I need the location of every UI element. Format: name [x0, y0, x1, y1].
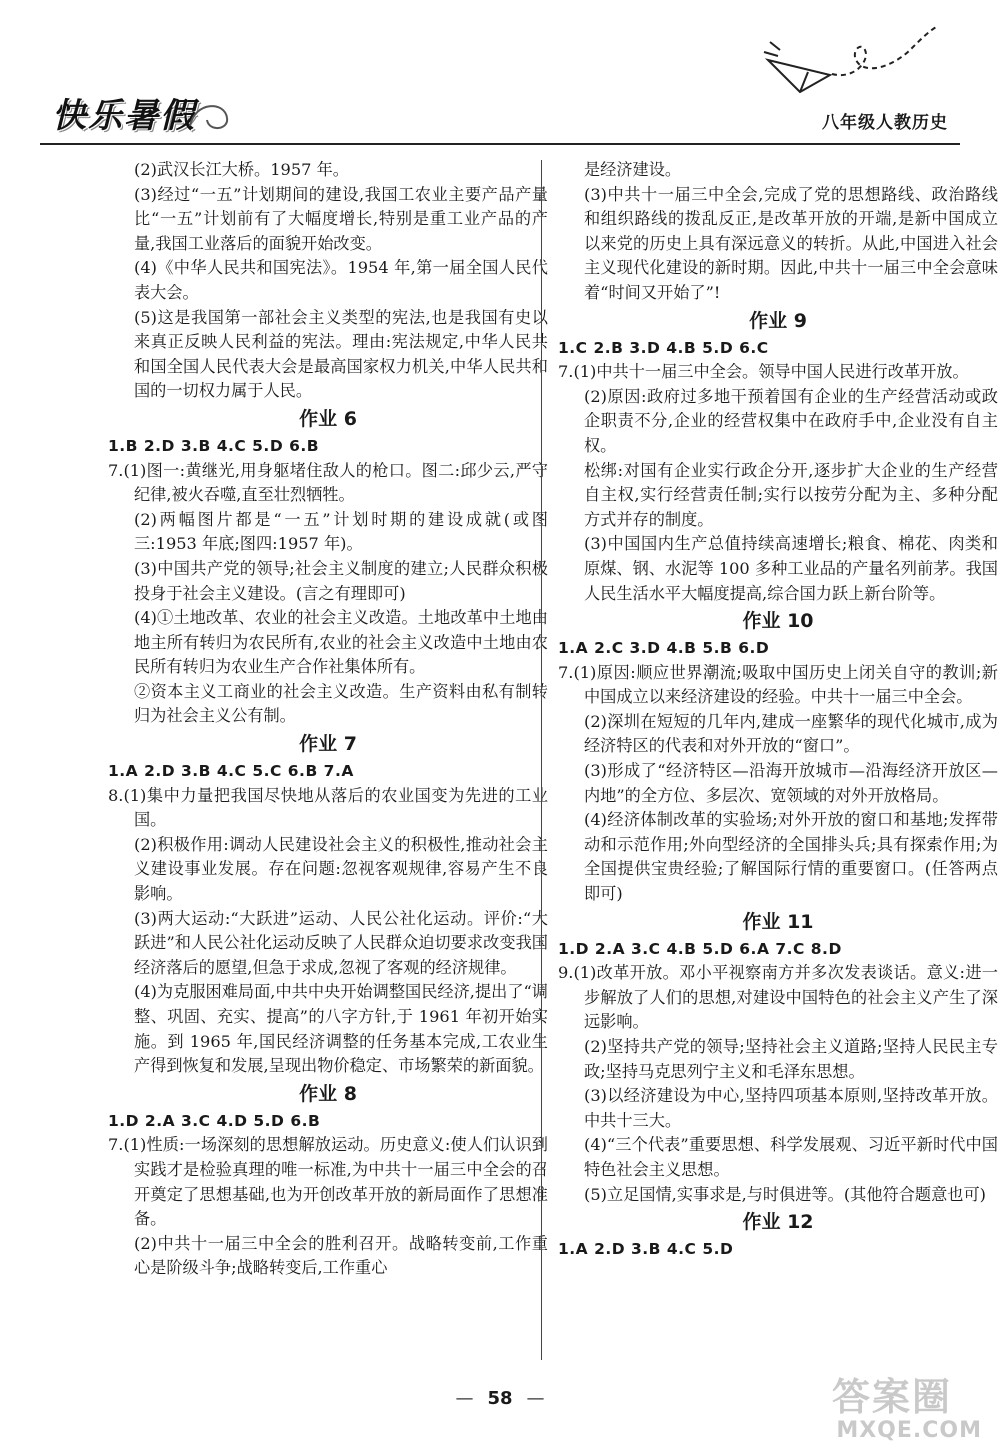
- answer-paragraph: 松绑:对国有企业实行政企分开,逐步扩大企业的生产经营自主权,实行经营责任制;实行以按劳分配为主、多种分配方式并存的制度。: [584, 460, 998, 529]
- answer-paragraph: (4)经济体制改革的实验场;对外开放的窗口和基地;发挥带动和示范作用;外向型经济的全国排头兵;具有探索作用;为全国提供宝贵经验;了解国际行情的重要窗口。(任答两点即可): [584, 810, 998, 904]
- answer-paragraph: 8.(1)集中力量把我国尽快地从落后的农业国变为先进的工业国。: [108, 785, 548, 830]
- answer-paragraph: (2)中共十一届三中全会的胜利召开。战略转变前,工作重心是阶级斗争;战略转变后,工作重心: [134, 1233, 548, 1278]
- answer-paragraph: (4)《中华人民共和国宪法》。1954 年,第一届全国人民代表大会。: [134, 258, 548, 302]
- answer-paragraph: 7.(1)图一:黄继光,用身躯堵住敌人的枪口。图二:邱少云,严守纪律,被火吞噬,直至壮烈牺牲。: [108, 460, 548, 505]
- answer-paragraph: (4)①土地改革、农业的社会主义改造。土地改革中土地由地主所有转归为农民所有,农业的社会主义改造中土地由农民所有转归为农业生产合作社集体所有。: [134, 608, 548, 677]
- answer-paragraph: (2)原因:政府过多地干预着国有企业的生产经营活动或政企职责不分,企业的经营权集中在政府手中,企业没有自主权。: [584, 386, 998, 455]
- answer-paragraph: (3)中共十一届三中全会,完成了党的思想路线、政治路线和组织路线的拨乱反正,是改革开放的开端,是新中国成立以来党的历史上具有深远意义的转折。从此,中国进入社会主义现代化建设的新时期。因此,中共十一届三中全会意味着“时间又开始了”!: [584, 184, 998, 302]
- answer-paragraph: ②资本主义工商业的社会主义改造。生产资料由私有制转归为社会主义公有制。: [134, 681, 548, 726]
- section-heading: 作业 7: [299, 733, 357, 756]
- header-rule: [40, 143, 960, 145]
- section-heading: 作业 11: [742, 910, 814, 933]
- choice-answers: 1.A 2.D 3.B 4.C 5.C 6.B 7.A: [108, 762, 354, 781]
- section-heading: 作业 12: [742, 1211, 814, 1234]
- answer-paragraph: (3)中国共产党的领导;社会主义制度的建立;人民群众积极投身于社会主义建设。(言之有理即可): [134, 558, 548, 603]
- answer-paragraph: (3)中国国内生产总值持续高速增长;粮食、棉花、肉类和原煤、钢、水泥等 100 多种工业品的产量名列前茅。我国人民生活水平大幅度提高,综合国力跃上新台阶等。: [584, 534, 998, 603]
- subject-label: 八年级人教历史: [822, 113, 948, 133]
- choice-answers: 1.D 2.A 3.C 4.D 5.D 6.B: [108, 1111, 321, 1130]
- answer-paragraph: (4)“三个代表”重要思想、科学发展观、习近平新时代中国特色社会主义思想。: [584, 1135, 998, 1179]
- page-number-dash: —: [455, 1388, 474, 1409]
- page-number-dash: —: [526, 1388, 545, 1409]
- brand-logo: 快乐暑假: [52, 96, 196, 136]
- left-column: [108, 158, 548, 1281]
- answer-paragraph: (2)积极作用:调动人民建设社会主义的积极性,推动社会主义建设事业发展。存在问题:忽视客观规律,容易产生不良影响。: [134, 834, 548, 904]
- answer-paragraph: 7.(1)原因:顺应世界潮流;吸取中国历史上闭关自守的教训;新中国成立以来经济建设的经验。中共十一届三中全会。: [558, 662, 998, 707]
- section-heading: 作业 9: [749, 309, 807, 332]
- choice-answers: 1.D 2.A 3.C 4.B 5.D 6.A 7.C 8.D: [558, 939, 842, 958]
- answer-paragraph: 9.(1)改革开放。邓小平视察南方并多次发表谈话。意义:进一步解放了人们的思想,对建设中国特色的社会主义产生了深远影响。: [558, 963, 998, 1032]
- paper-plane-icon: [760, 20, 950, 110]
- answer-paragraph: 7.(1)性质:一场深刻的思想解放运动。历史意义:使人们认识到实践才是检验真理的唯一标准,为中共十一届三中全会的召开奠定了思想基础,也为开创改革开放的新局面作了思想准备。: [108, 1135, 548, 1229]
- watermark-logo: [832, 1375, 982, 1453]
- answer-paragraph: (4)为克服困难局面,中共中央开始调整国民经济,提出了“调整、巩固、充实、提高”的八字方针,于 1961 年初开始实施。到 1965 年,国民经济调整的任务基本完成,工农业生产得到恢复和发展,呈现出物价稳定、市场繁荣的新面貌。: [134, 982, 548, 1076]
- page-number-value: 58: [487, 1388, 513, 1409]
- section-heading: 作业 8: [299, 1082, 357, 1105]
- watermark-bottom: MXQE.COM: [836, 1418, 982, 1443]
- column-divider: [541, 160, 542, 1360]
- swirl-icon: [185, 96, 235, 136]
- answer-paragraph: (3)形成了“经济特区—沿海开放城市—沿海经济开放区—内地”的全方位、多层次、宽领域的对外开放格局。: [584, 761, 998, 805]
- answer-paragraph: (5)这是我国第一部社会主义类型的宪法,也是我国有史以来真正反映人民利益的宪法。理由:宪法规定,中华人民共和国全国人民代表大会是最高国家权力机关,中华人民共和国的一切权力属于人民。: [134, 307, 548, 401]
- page-header: [0, 0, 1000, 150]
- answer-paragraph: (5)立足国情,实事求是,与时俱进等。(其他符合题意也可): [584, 1184, 986, 1204]
- answer-paragraph: 7.(1)中共十一届三中全会。领导中国人民进行改革开放。: [558, 362, 969, 382]
- choice-answers: 1.B 2.D 3.B 4.C 5.D 6.B: [108, 436, 320, 455]
- answer-paragraph: (2)深圳在短短的几年内,建成一座繁华的现代化城市,成为经济特区的代表和对外开放的“窗口”。: [584, 711, 998, 756]
- answer-paragraph: (2)武汉长江大桥。1957 年。: [134, 160, 349, 179]
- answer-paragraph: (3)经过“一五”计划期间的建设,我国工农业主要产品产量比“一五”计划前有了大幅度增长,特别是重工业产品的产量,我国工业落后的面貌开始改变。: [134, 184, 548, 253]
- section-heading: 作业 6: [299, 407, 357, 430]
- answer-paragraph: (3)以经济建设为中心,坚持四项基本原则,坚持改革开放。中共十三大。: [584, 1086, 998, 1130]
- answer-paragraph: 是经济建设。: [584, 160, 682, 179]
- answer-paragraph: (2)坚持共产党的领导;坚持社会主义道路;坚持人民民主专政;坚持马克思列宁主义和毛泽东思想。: [584, 1037, 998, 1081]
- section-heading: 作业 10: [742, 610, 814, 633]
- answer-paragraph: (2)两幅图片都是“一五”计划时期的建设成就(或图三:1953 年底;图四:1957 年)。: [134, 509, 548, 554]
- watermark-top: 答案圈: [832, 1375, 953, 1419]
- answer-paragraph: (3)两大运动:“大跃进”运动、人民公社化运动。评价:“大跃进”和人民公社化运动反映了人民群众迫切要求改变我国经济落后的愿望,但急于求成,忽视了客观的经济规律。: [134, 908, 548, 977]
- choice-answers: 1.A 2.C 3.D 4.B 5.B 6.D: [558, 639, 770, 658]
- right-column: [558, 158, 998, 1262]
- choice-answers: 1.C 2.B 3.D 4.B 5.D 6.C: [558, 338, 769, 357]
- choice-answers: 1.A 2.D 3.B 4.C 5.D: [558, 1240, 734, 1259]
